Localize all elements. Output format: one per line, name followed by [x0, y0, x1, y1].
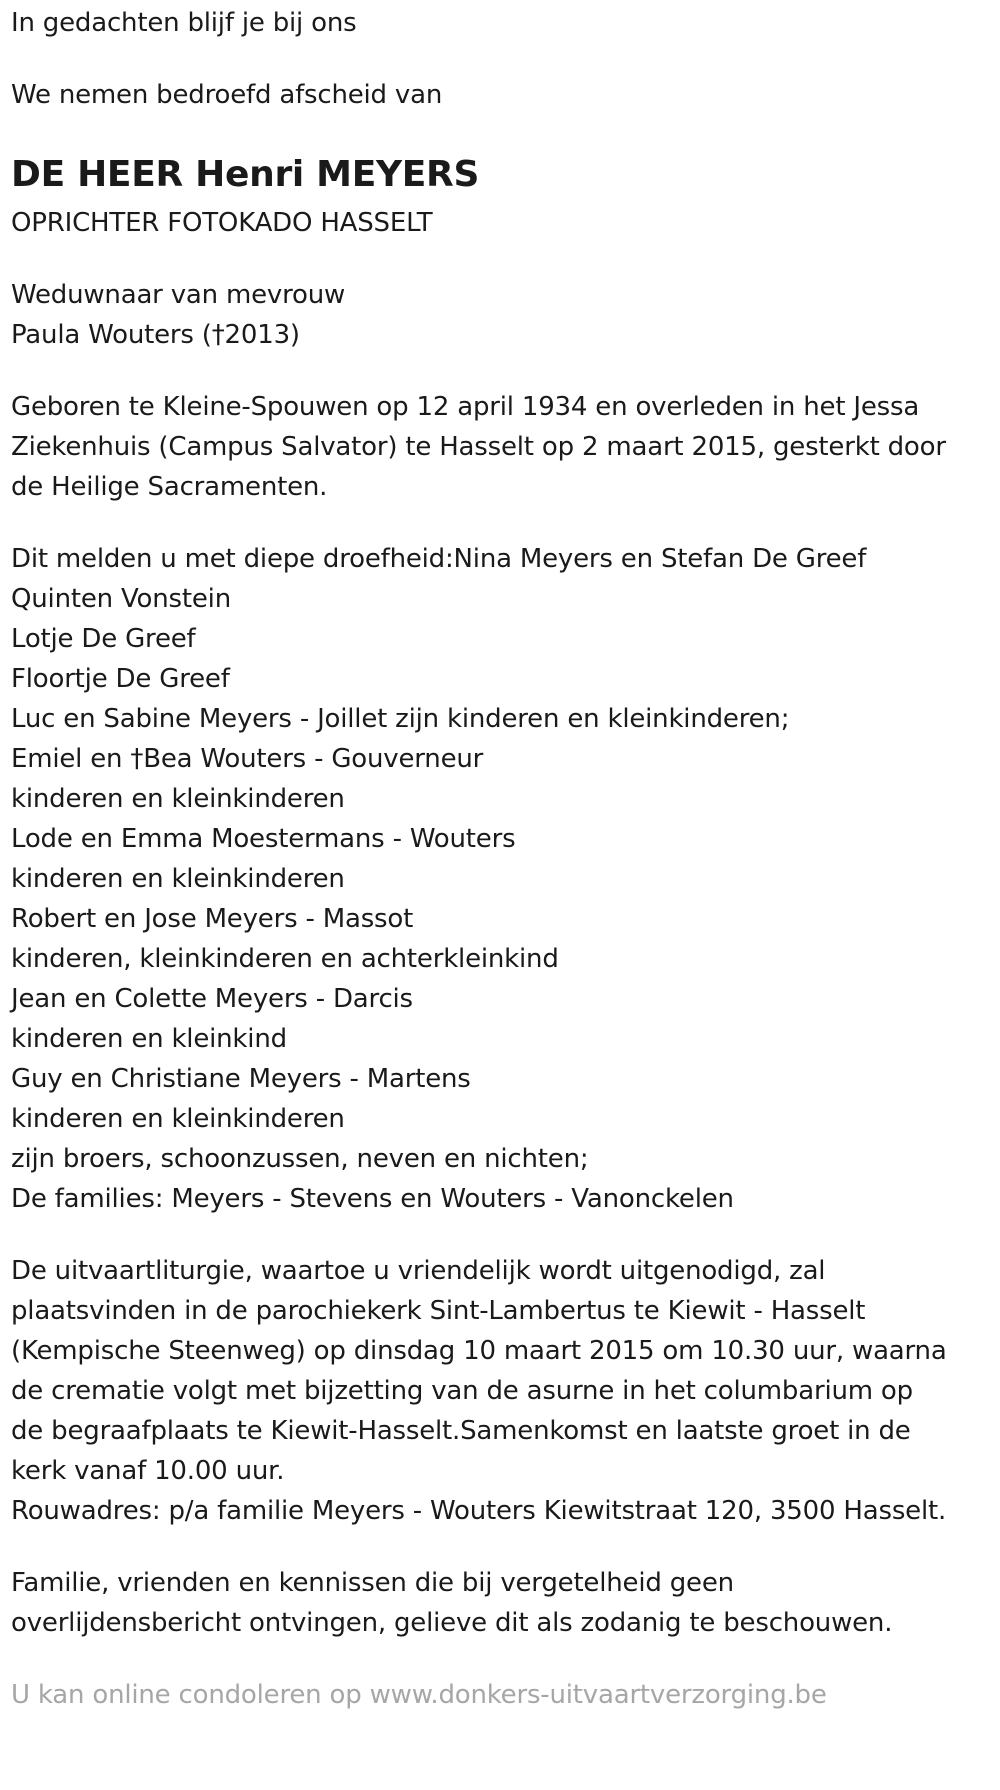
- paragraph-line: overlijdensbericht ontvingen, gelieve dit als zodanig te beschouwen.: [11, 1608, 893, 1638]
- family-line: De families: Meyers - Stevens en Wouters - Vanonckelen: [11, 1184, 734, 1214]
- spouse-line: Weduwnaar van mevrouw: [11, 280, 346, 310]
- paragraph-line: De uitvaartliturgie, waartoe u vriendelijk wordt uitgenodigd, zal: [11, 1256, 826, 1286]
- paragraph-line: de Heilige Sacramenten.: [11, 472, 328, 502]
- family-line: kinderen en kleinkinderen: [11, 864, 345, 894]
- birth-death-paragraph: [11, 387, 991, 507]
- family-line: Luc en Sabine Meyers - Joillet zijn kinderen en kleinkinderen;: [11, 704, 790, 734]
- funeral-paragraph: [11, 1251, 991, 1531]
- family-line: zijn broers, schoonzussen, neven en nichten;: [11, 1144, 589, 1174]
- spouse-line: Paula Wouters (†2013): [11, 320, 300, 350]
- family-line: Emiel en †Bea Wouters - Gouverneur: [11, 744, 484, 774]
- paragraph-line: Rouwadres: p/a familie Meyers - Wouters Kiewitstraat 120, 3500 Hasselt.: [11, 1496, 947, 1526]
- family-line: kinderen en kleinkind: [11, 1024, 287, 1054]
- family-line: Dit melden u met diepe droefheid:Nina Meyers en Stefan De Greef: [11, 544, 867, 574]
- paragraph-line: kerk vanaf 10.00 uur.: [11, 1456, 285, 1486]
- family-line: kinderen en kleinkinderen: [11, 784, 345, 814]
- deceased-name: DE HEER Henri MEYERS: [11, 154, 480, 195]
- deceased-title: OPRICHTER FOTOKADO HASSELT: [11, 208, 433, 238]
- family-line: Lode en Emma Moestermans - Wouters: [11, 824, 516, 854]
- family-line: Floortje De Greef: [11, 664, 230, 694]
- paragraph-line: de crematie volgt met bijzetting van de asurne in het columbarium op: [11, 1376, 913, 1406]
- paragraph-line: plaatsvinden in de parochiekerk Sint-Lambertus te Kiewit - Hasselt: [11, 1296, 866, 1326]
- paragraph-line: (Kempische Steenweg) op dinsdag 10 maart 2015 om 10.30 uur, waarna: [11, 1336, 947, 1366]
- family-line: kinderen en kleinkinderen: [11, 1104, 345, 1134]
- paragraph-line: Ziekenhuis (Campus Salvator) te Hasselt op 2 maart 2015, gesterkt door: [11, 432, 946, 462]
- paragraph-line: de begraafplaats te Kiewit-Hasselt.Samenkomst en laatste groet in de: [11, 1416, 911, 1446]
- family-line: Lotje De Greef: [11, 624, 196, 654]
- family-line: kinderen, kleinkinderen en achterkleinkind: [11, 944, 559, 974]
- obituary-notice: [11, 0, 991, 1715]
- closing-paragraph: [11, 1563, 991, 1643]
- family-line: Jean en Colette Meyers - Darcis: [11, 984, 413, 1014]
- family-line: Quinten Vonstein: [11, 584, 231, 614]
- online-condolence-text: U kan online condoleren op www.donkers-uitvaartverzorging.be: [11, 1680, 827, 1710]
- family-line: Robert en Jose Meyers - Massot: [11, 904, 414, 934]
- intro-line: We nemen bedroefd afscheid van: [11, 80, 443, 110]
- family-list: [11, 539, 991, 1219]
- intro-line: In gedachten blijf je bij ons: [11, 8, 357, 38]
- family-line: Guy en Christiane Meyers - Martens: [11, 1064, 471, 1094]
- paragraph-line: Familie, vrienden en kennissen die bij vergetelheid geen: [11, 1568, 734, 1598]
- paragraph-line: Geboren te Kleine-Spouwen op 12 april 1934 en overleden in het Jessa: [11, 392, 920, 422]
